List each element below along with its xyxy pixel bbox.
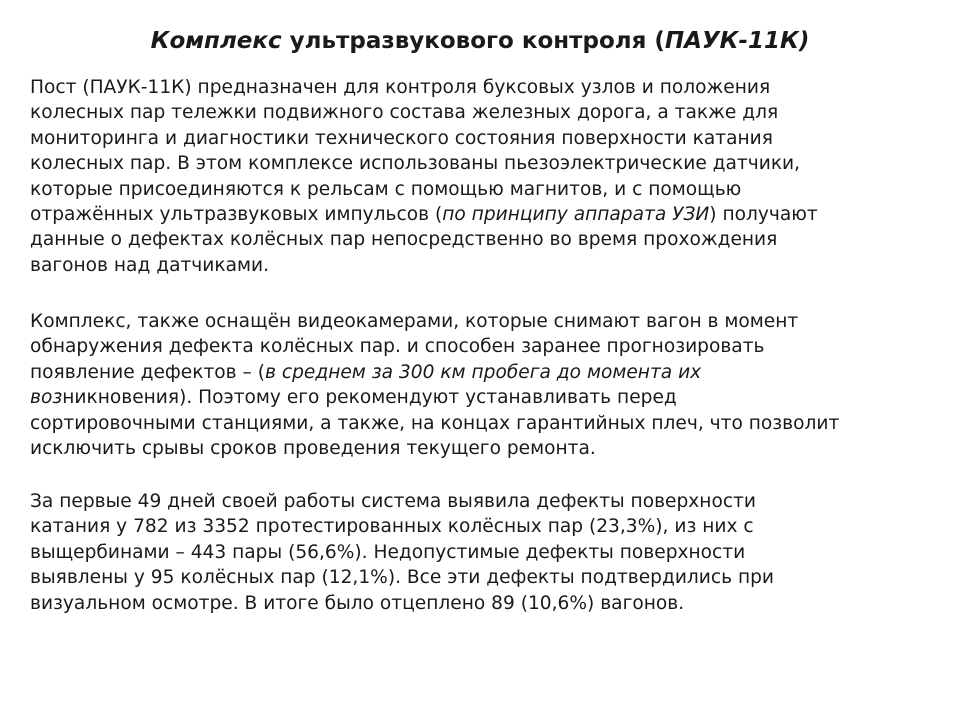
text-segment: катания у 782 из 3352 протестированных колёсных пар (23,3%), из них с: [30, 516, 754, 538]
italic-text: в среднем за 300 км пробега до момента их: [265, 361, 702, 383]
text-segment: За первые 49 дней своей работы система выявила дефекты поверхности: [30, 491, 756, 512]
text-segment: отражённых ультразвуковых импульсов (: [30, 204, 443, 226]
text-segment: Пост (ПАУК-11К) предназначен для контроля буксовых узлов и положения: [30, 77, 771, 98]
text-segment: вагонов над датчиками.: [30, 254, 270, 276]
text-line: [30, 591, 945, 616]
text-segment: сортировочными станциями, а также, на концах гарантийных плеч, что позволит: [30, 412, 840, 434]
text-line: [30, 309, 945, 334]
text-segment: обнаружения дефекта колёсных пар. и способен заранее прогнозировать: [30, 336, 765, 358]
text-segment: ) получают: [709, 204, 818, 226]
text-line: [30, 565, 945, 590]
text-line: [30, 227, 945, 252]
text-line: [30, 385, 945, 410]
text-segment: исключить срывы сроков проведения текущего ремонта.: [30, 438, 596, 460]
text-line: [30, 334, 945, 359]
text-segment: выщербинами – 443 пары (56,6%). Недопустимые дефекты поверхности: [30, 541, 746, 563]
paragraph-statistics: [30, 489, 945, 616]
text-line: [30, 151, 945, 176]
text-line: [30, 540, 945, 565]
slide-title: [0, 28, 960, 54]
text-segment: появление дефектов – (: [30, 361, 265, 383]
text-segment: визуальном осмотре. В итоге было отцеплено 89 (10,6%) вагонов.: [30, 592, 685, 614]
text-line: [30, 489, 945, 514]
text-line: [30, 360, 945, 385]
text-line: [30, 75, 945, 100]
text-segment: данные о дефектах колёсных пар непосредственно во время прохождения: [30, 229, 778, 251]
text-segment: колесных пар. В этом комплексе использованы пьезоэлектрические датчики,: [30, 153, 801, 175]
text-line: [30, 411, 945, 436]
text-segment: Комплекс, также оснащён видеокамерами, которые снимают вагон в момент: [30, 311, 799, 332]
title-italic: Комплекс: [150, 28, 282, 54]
text-line: [30, 177, 945, 202]
italic-text: воз: [30, 387, 63, 409]
italic-text: по принципу аппарата УЗИ: [442, 204, 710, 226]
title-middle: ультразвукового контроля (: [281, 28, 665, 54]
text-line: [30, 100, 945, 125]
text-segment: выявлены у 95 колёсных пар (12,1%). Все эти дефекты подтвердились при: [30, 567, 775, 589]
paragraph-description: [30, 75, 945, 278]
text-line: [30, 436, 945, 461]
text-segment: которые присоединяются к рельсам с помощью магнитов, и с помощью: [30, 178, 742, 200]
text-line: [30, 126, 945, 151]
title-italic-end: ПАУК-11К): [664, 28, 810, 54]
text-segment: мониторинга и диагностики технического состояния поверхности катания: [30, 127, 773, 149]
paragraph-video-cameras: [30, 309, 945, 461]
text-segment: никновения). Поэтому его рекомендуют устанавливать перед: [62, 387, 677, 409]
text-line: [30, 253, 945, 278]
text-line: [30, 202, 945, 227]
text-line: [30, 514, 945, 539]
text-segment: колесных пар тележки подвижного состава железных дорога, а также для: [30, 102, 779, 124]
